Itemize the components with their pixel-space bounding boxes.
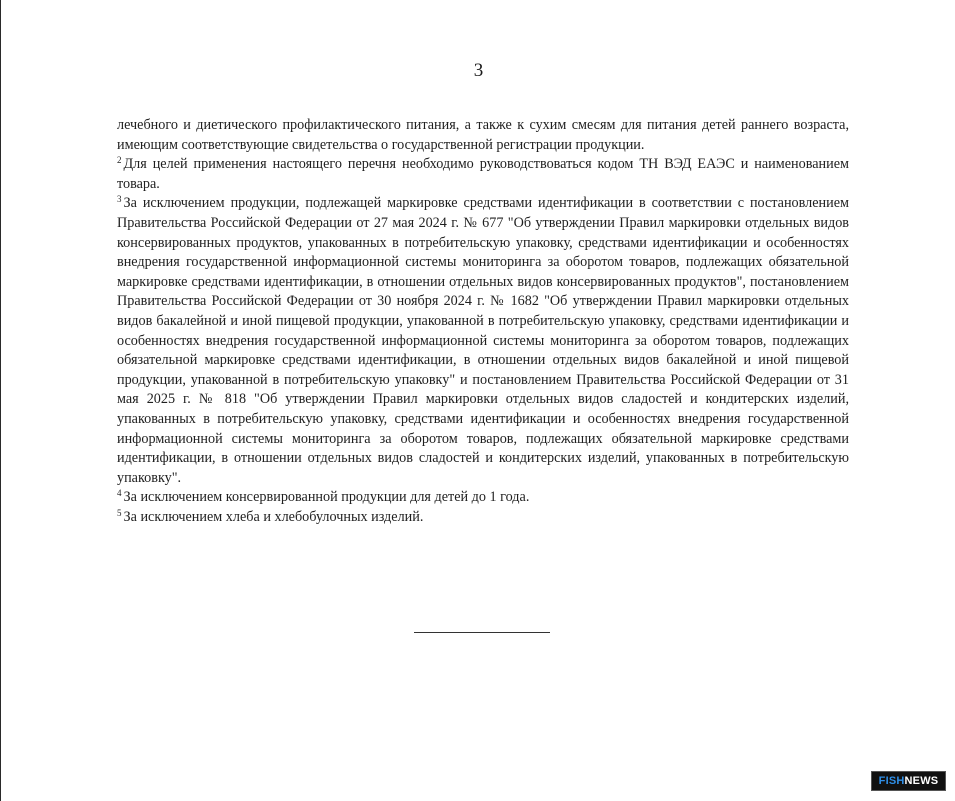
footnote-3 xyxy=(117,194,849,488)
footnote-continuation xyxy=(117,116,849,155)
footnote-text: За исключением хлеба и хлебобулочных изделий. xyxy=(123,508,424,525)
logo-part-fish: FISH xyxy=(878,775,905,787)
footnote-2 xyxy=(117,155,849,194)
footnotes-block xyxy=(117,116,849,527)
end-rule-divider xyxy=(414,632,550,633)
footnote-mark: 4 xyxy=(117,488,122,499)
footnote-mark: 2 xyxy=(117,155,122,166)
footnote-mark: 5 xyxy=(117,507,122,518)
footnote-4 xyxy=(117,488,849,508)
footnote-text: Для целей применения настоящего перечня необходимо руководствоваться кодом ТН ВЭД ЕАЭС и наименованием товара. xyxy=(117,156,849,192)
page-number: 3 xyxy=(473,60,484,81)
footnote-text: За исключением продукции, подлежащей маркировке средствами идентификации в соответствии с постановлением Правительства Российской Федерации от 27 мая 2024 г. № 677 "Об утверждении Правил маркировки отдельных видов консервированных продуктов, упакованных в потребительскую упаковку, средствами идентификации и особенностях внедрения государственной информационной системы мониторинга за оборотом товаров, подлежащих обязательной маркировке средствами идентификации, в отношении отдельных видов консервированных продуктов", постановлением Правительства Российской Федерации от 30 ноября 2024 г. № 1682 "Об утверждении Правил маркировки отдельных видов бакалейной и иной пищевой продукции, упакованной в потребительскую упаковку, средствами идентификации и особенностях внедрения государственной информационной системы мониторинга за оборотом товаров, подлежащих обязательной маркировке средствами идентификации, в отношении отдельных видов бакалейной и иной пищевой продукции, упакованной в потребительскую упаковку" и постановлением Правительства Российской Федерации от 31 мая 2025 г. № 818 "Об утверждении Правил маркировки отдельных видов сладостей и кондитерских изделий, упакованных в потребительскую упаковку, средствами идентификации и особенностях внедрения государственной информационной системы мониторинга за оборотом товаров, подлежащих обязательной маркировке средствами идентификации, в отношении отдельных видов сладостей и кондитерских изделий, упакованных в потребительскую упаковку". xyxy=(117,195,849,486)
footnote-mark: 3 xyxy=(117,194,122,205)
footnote-text: За исключением консервированной продукции для детей до 1 года. xyxy=(123,489,530,506)
fishnews-logo xyxy=(871,771,946,791)
footnote-5 xyxy=(117,508,849,528)
footnote-text: лечебного и диетического профилактического питания, а также к сухим смесям для питания детей раннего возраста, имеющим соответствующие свидетельства о государственной регистрации продукции. xyxy=(117,117,849,153)
logo-part-news: NEWS xyxy=(904,775,939,787)
